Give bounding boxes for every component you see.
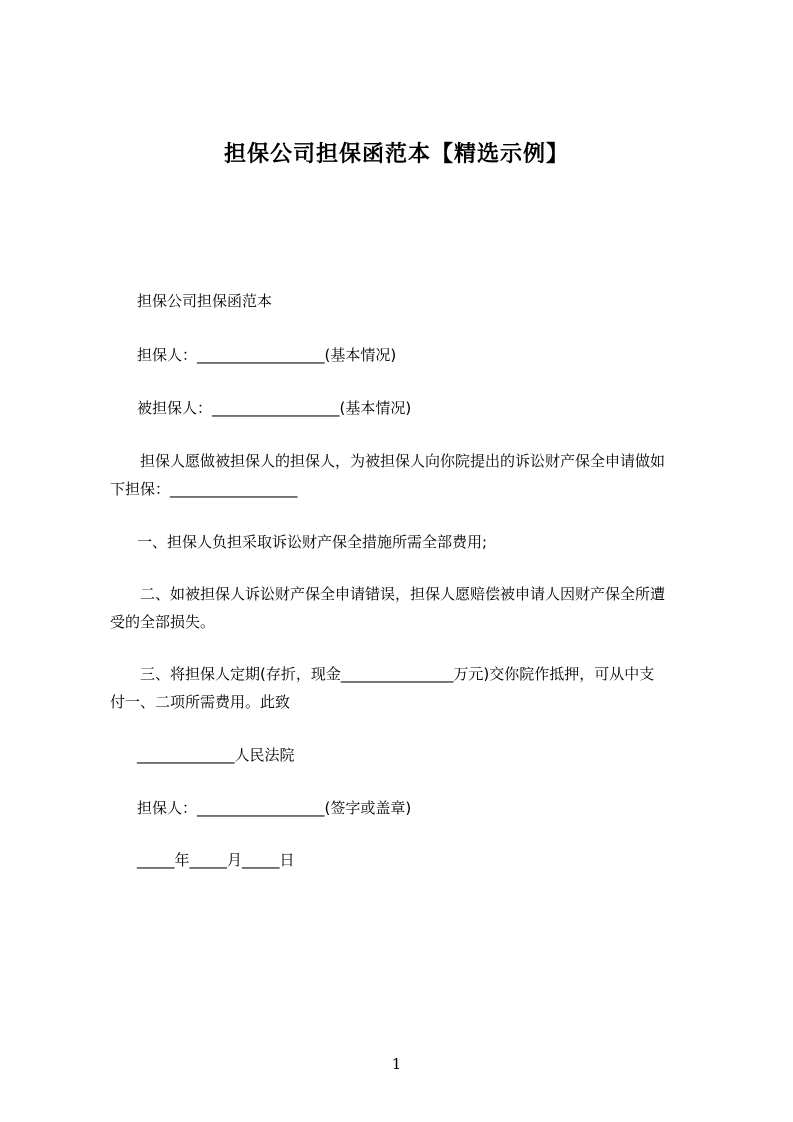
item-2-line-1: 二、如被担保人诉讼财产保全申请错误，担保人愿赔偿被申请人因财产保全所遭	[140, 585, 666, 603]
date-line: _____年_____月_____日	[137, 851, 295, 869]
page-title: 担保公司担保函范本【精选示例】	[223, 142, 569, 167]
guarantor-line: 担保人：_________________(基本情况)	[137, 346, 397, 364]
item-1: 一、担保人负担采取诉讼财产保全措施所需全部费用;	[137, 533, 488, 551]
intro-line-2: 下担保：_________________	[110, 480, 298, 498]
court-line: _____________人民法院	[137, 746, 295, 764]
intro-line-1: 担保人愿做被担保人的担保人，为被担保人向你院提出的诉讼财产保全申请做如	[140, 452, 666, 470]
item-3-line-1: 三、将担保人定期(存折，现金_______________万元)交你院作抵押，可从中支	[140, 665, 655, 683]
page-number: 1	[391, 1055, 402, 1073]
guaranteed-line: 被担保人：_________________(基本情况)	[137, 399, 412, 417]
item-3-line-2: 付一、二项所需费用。此致	[110, 693, 291, 711]
item-2-line-2: 受的全部损失。	[110, 613, 216, 631]
signature-line: 担保人：_________________(签字或盖章)	[137, 799, 412, 817]
doc-heading: 担保公司担保函范本	[137, 292, 273, 310]
